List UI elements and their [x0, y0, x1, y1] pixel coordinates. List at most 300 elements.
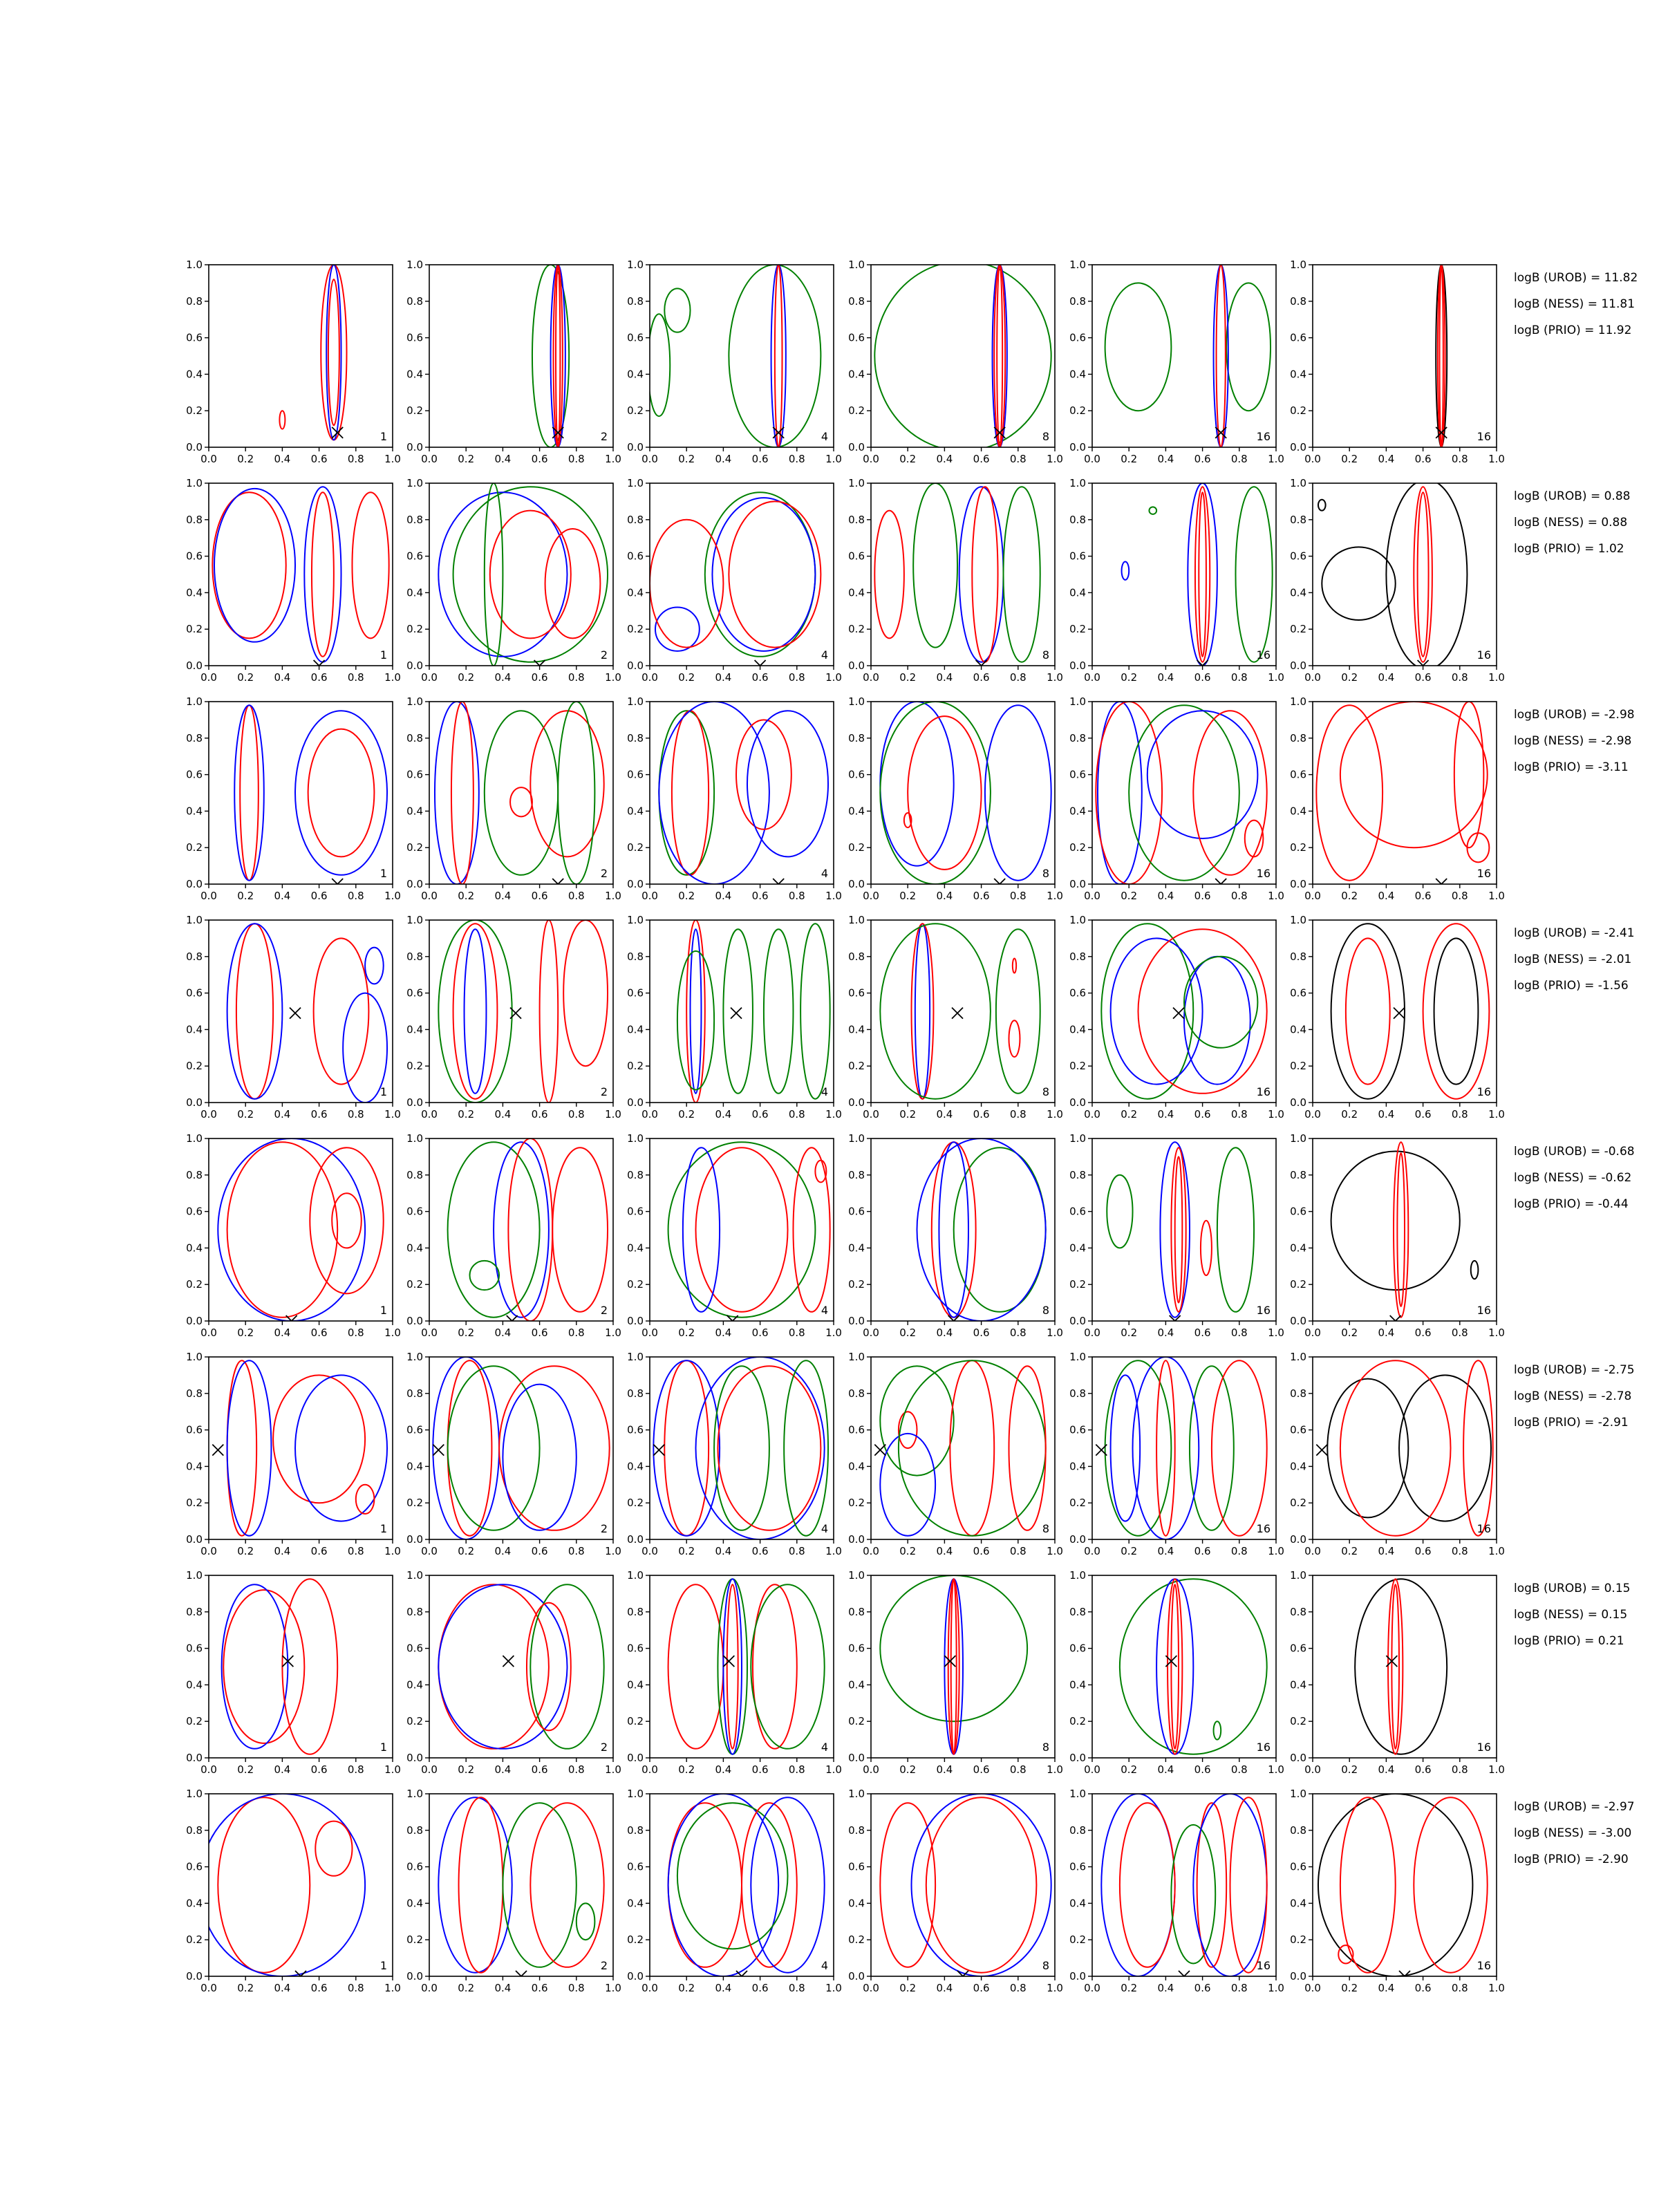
x-tick-label: 1.0 — [825, 671, 842, 684]
y-tick-label: 0.0 — [406, 1096, 423, 1109]
y-tick-label: 1.0 — [1290, 1132, 1306, 1145]
y-tick-label: 1.0 — [627, 695, 644, 708]
x-tick-label: 0.8 — [1009, 671, 1027, 684]
panel-label: 16 — [1477, 1959, 1491, 1972]
y-tick-label: 0.8 — [627, 1824, 644, 1837]
contour-line — [1471, 1261, 1479, 1279]
subplot-panel — [1290, 259, 1505, 465]
x-tick-label: 0.0 — [200, 1108, 217, 1121]
contour-line — [1318, 500, 1326, 511]
panel-label: 4 — [821, 648, 828, 662]
x-tick-label: 1.0 — [1488, 453, 1505, 465]
contour-group — [438, 1584, 603, 1749]
contour-group — [874, 483, 1040, 662]
y-tick-label: 0.8 — [1069, 1387, 1086, 1400]
contour-line — [672, 711, 709, 875]
x-tick-label: 0.6 — [1194, 890, 1211, 902]
y-tick-label: 0.2 — [186, 1060, 203, 1073]
contour-line — [352, 492, 388, 638]
y-tick-label: 0.4 — [406, 368, 423, 381]
contour-line — [1199, 492, 1206, 657]
x-tick-label: 1.0 — [605, 1545, 621, 1557]
y-tick-label: 0.8 — [186, 294, 203, 308]
x-tick-label: 1.0 — [1268, 1763, 1284, 1776]
x-tick-label: 0.4 — [1157, 1545, 1174, 1557]
contour-line — [686, 920, 705, 1103]
y-tick-label: 1.0 — [848, 1569, 865, 1582]
x-tick-label: 0.2 — [1121, 1982, 1138, 1994]
axes-frame — [429, 483, 613, 666]
x-tick-label: 0.8 — [1451, 453, 1468, 465]
x-tick-label: 0.0 — [1084, 1327, 1100, 1339]
y-tick-label: 0.6 — [1069, 1860, 1086, 1873]
y-tick-label: 1.0 — [627, 1132, 644, 1145]
x-tick-label: 0.0 — [641, 1108, 658, 1121]
subplot-panel — [1069, 1788, 1284, 1994]
x-tick-label: 1.0 — [825, 1108, 842, 1121]
subplot-panel — [1069, 1132, 1284, 1339]
x-tick-label: 0.8 — [347, 890, 364, 902]
x-tick-label: 0.0 — [200, 1545, 217, 1557]
x-tick-label: 0.0 — [863, 671, 879, 684]
x-tick-label: 0.4 — [1157, 453, 1174, 465]
contour-group — [1101, 1794, 1266, 1976]
axes-frame — [871, 483, 1055, 666]
contour-line — [899, 1412, 917, 1448]
y-tick-label: 0.2 — [186, 1497, 203, 1510]
contour-line — [1331, 924, 1405, 1098]
y-tick-label: 1.0 — [406, 1569, 423, 1582]
y-tick-label: 0.6 — [186, 1205, 203, 1218]
contour-group — [438, 483, 608, 666]
x-tick-label: 0.2 — [237, 1763, 254, 1776]
x-tick-label: 1.0 — [1047, 1108, 1063, 1121]
true-value-marker — [653, 1445, 664, 1456]
panel-label: 2 — [600, 648, 608, 662]
contour-line — [1463, 1360, 1493, 1535]
contour-group — [433, 1357, 609, 1539]
contour-group — [448, 1138, 608, 1321]
x-tick-label: 0.2 — [678, 1327, 695, 1339]
contour-line — [1316, 705, 1382, 880]
subplot-panel — [627, 259, 842, 465]
x-tick-label: 0.8 — [1009, 890, 1027, 902]
subplot-panel — [1069, 695, 1284, 902]
x-tick-label: 1.0 — [1488, 1108, 1505, 1121]
contour-group — [1107, 1142, 1254, 1317]
contour-line — [880, 924, 991, 1098]
y-tick-label: 0.4 — [1069, 586, 1086, 599]
y-tick-label: 0.8 — [186, 731, 203, 744]
contour-line — [1101, 924, 1193, 1098]
y-tick-label: 0.8 — [1290, 1168, 1306, 1181]
y-tick-label: 0.0 — [186, 659, 203, 672]
true-value-marker — [290, 1008, 301, 1019]
x-tick-label: 0.2 — [678, 1982, 695, 1994]
x-tick-label: 0.8 — [788, 1327, 805, 1339]
y-tick-label: 0.6 — [848, 1860, 865, 1873]
panel-label: 16 — [1256, 1741, 1271, 1754]
contour-line — [659, 711, 714, 875]
x-tick-label: 0.0 — [421, 453, 438, 465]
y-tick-label: 0.4 — [1069, 1897, 1086, 1910]
subplot-panel — [1290, 695, 1505, 902]
y-tick-label: 0.4 — [627, 1241, 644, 1255]
y-tick-label: 0.0 — [627, 1970, 644, 1983]
y-tick-label: 0.6 — [1069, 331, 1086, 344]
y-tick-label: 0.2 — [406, 623, 423, 636]
logb-annotation: logB (UROB) = -2.41 — [1514, 926, 1635, 940]
x-tick-label: 0.2 — [899, 1763, 917, 1776]
y-tick-label: 0.8 — [627, 1387, 644, 1400]
x-tick-label: 0.2 — [1341, 890, 1358, 902]
panel-label: 16 — [1477, 648, 1491, 662]
x-tick-label: 0.0 — [421, 671, 438, 684]
x-tick-label: 0.8 — [1451, 1982, 1468, 1994]
y-tick-label: 0.4 — [627, 1678, 644, 1691]
y-tick-label: 0.6 — [186, 1642, 203, 1655]
y-tick-label: 0.4 — [627, 805, 644, 818]
axes-frame — [650, 702, 834, 884]
panel-label: 8 — [1042, 867, 1049, 880]
contour-line — [1107, 1175, 1132, 1248]
panel-label: 1 — [379, 648, 387, 662]
contour-group — [880, 1794, 1051, 1976]
x-tick-label: 0.2 — [678, 671, 695, 684]
x-tick-label: 0.2 — [899, 671, 917, 684]
panel-label: 1 — [379, 867, 387, 880]
contour-line — [438, 1584, 549, 1749]
y-tick-label: 0.2 — [1069, 1278, 1086, 1291]
x-tick-label: 0.8 — [568, 1763, 585, 1776]
subplot-panel — [848, 1569, 1063, 1776]
subplot-panel — [186, 914, 401, 1121]
x-tick-label: 0.4 — [936, 1982, 953, 1994]
y-tick-label: 0.6 — [406, 1423, 423, 1436]
y-tick-label: 0.0 — [406, 441, 423, 453]
y-tick-label: 0.0 — [186, 1752, 203, 1764]
x-tick-label: 0.2 — [458, 1545, 475, 1557]
x-tick-label: 0.4 — [936, 1108, 953, 1121]
contour-line — [1440, 265, 1443, 447]
y-tick-label: 0.4 — [848, 1460, 865, 1473]
y-tick-label: 0.8 — [627, 731, 644, 744]
y-tick-label: 0.8 — [848, 294, 865, 308]
x-tick-label: 0.4 — [494, 1327, 512, 1339]
y-tick-label: 1.0 — [186, 1351, 203, 1363]
y-tick-label: 0.8 — [186, 1824, 203, 1837]
contour-line — [775, 265, 782, 447]
y-tick-label: 0.2 — [406, 1497, 423, 1510]
contour-group — [650, 492, 821, 657]
y-tick-label: 0.2 — [406, 1933, 423, 1947]
y-tick-label: 0.8 — [186, 1605, 203, 1618]
y-tick-label: 0.4 — [186, 1241, 203, 1255]
x-tick-label: 0.6 — [310, 453, 328, 465]
subplot-panel — [627, 1788, 842, 1994]
y-tick-label: 0.4 — [1290, 1023, 1306, 1036]
axes-frame — [871, 702, 1055, 884]
x-tick-label: 1.0 — [605, 1763, 621, 1776]
y-tick-label: 0.6 — [848, 768, 865, 781]
logb-annotation: logB (UROB) = 0.88 — [1514, 489, 1631, 503]
y-tick-label: 0.0 — [1069, 1096, 1086, 1109]
contour-group — [668, 1579, 825, 1754]
logb-annotation: logB (UROB) = 0.15 — [1514, 1582, 1631, 1595]
subplot-panel — [848, 695, 1063, 902]
panel-label: 2 — [600, 430, 608, 443]
x-tick-label: 0.6 — [973, 1763, 990, 1776]
x-tick-label: 0.4 — [936, 1545, 953, 1557]
contour-line — [913, 483, 957, 648]
x-tick-label: 0.4 — [494, 1763, 512, 1776]
contour-line — [793, 1147, 830, 1312]
subplot-panel — [848, 477, 1063, 684]
x-tick-label: 0.4 — [1378, 1545, 1395, 1557]
y-tick-label: 0.4 — [848, 805, 865, 818]
y-tick-label: 0.2 — [627, 1933, 644, 1947]
y-tick-label: 0.4 — [627, 1460, 644, 1473]
x-tick-label: 1.0 — [1047, 1982, 1063, 1994]
x-tick-label: 0.0 — [1084, 890, 1100, 902]
panel-label: 8 — [1042, 1741, 1049, 1754]
x-tick-label: 0.6 — [1414, 1763, 1432, 1776]
y-tick-label: 1.0 — [186, 1788, 203, 1800]
contour-line — [994, 265, 1005, 447]
y-tick-label: 1.0 — [627, 1788, 644, 1800]
y-tick-label: 1.0 — [406, 1788, 423, 1800]
contour-group — [227, 1360, 387, 1535]
y-tick-label: 0.8 — [1069, 950, 1086, 963]
x-tick-label: 1.0 — [1047, 1327, 1063, 1339]
contour-group — [438, 1797, 603, 1972]
y-tick-label: 0.8 — [186, 1168, 203, 1181]
x-tick-label: 0.0 — [421, 1108, 438, 1121]
x-tick-label: 0.6 — [1414, 1108, 1432, 1121]
y-tick-label: 1.0 — [627, 1351, 644, 1363]
y-tick-label: 0.0 — [186, 1315, 203, 1327]
true-value-marker — [503, 1656, 514, 1667]
x-tick-label: 0.8 — [568, 1982, 585, 1994]
y-tick-label: 0.2 — [406, 841, 423, 854]
x-tick-label: 1.0 — [384, 453, 401, 465]
x-tick-label: 1.0 — [605, 671, 621, 684]
x-tick-label: 0.8 — [1009, 1982, 1027, 1994]
x-tick-label: 0.6 — [531, 1327, 548, 1339]
x-tick-label: 0.6 — [751, 1108, 769, 1121]
contour-line — [1188, 483, 1217, 666]
y-tick-label: 0.6 — [1069, 550, 1086, 563]
x-tick-label: 0.8 — [1230, 890, 1248, 902]
contour-line — [1168, 1579, 1182, 1754]
y-tick-label: 0.0 — [1290, 1752, 1306, 1764]
x-tick-label: 1.0 — [825, 1763, 842, 1776]
logb-annotation: logB (UROB) = -2.97 — [1514, 1800, 1635, 1814]
x-tick-label: 1.0 — [1488, 1545, 1505, 1557]
x-tick-label: 0.6 — [1194, 1763, 1211, 1776]
axes-frame — [1092, 1138, 1276, 1321]
subplot-panel — [406, 695, 621, 902]
x-tick-label: 1.0 — [1488, 890, 1505, 902]
x-tick-label: 1.0 — [384, 1763, 401, 1776]
contour-line — [668, 1803, 742, 1967]
x-tick-label: 0.2 — [1121, 671, 1138, 684]
logb-annotation: logB (NESS) = -2.01 — [1514, 953, 1632, 966]
contour-line — [1391, 1584, 1399, 1749]
subplot-panel — [406, 1569, 621, 1776]
y-tick-label: 0.8 — [406, 294, 423, 308]
x-tick-label: 0.0 — [863, 1763, 879, 1776]
contour-group — [659, 702, 828, 884]
y-tick-label: 0.8 — [848, 950, 865, 963]
x-tick-label: 0.6 — [1194, 1108, 1211, 1121]
subplot-panel — [1069, 914, 1284, 1121]
subplot-panel — [406, 259, 621, 465]
logb-annotation: logB (NESS) = 11.81 — [1514, 297, 1635, 311]
y-tick-label: 0.8 — [406, 731, 423, 744]
y-tick-label: 0.6 — [1290, 768, 1306, 781]
contour-line — [655, 608, 700, 651]
contour-line — [273, 1375, 365, 1503]
y-tick-label: 1.0 — [1069, 1788, 1086, 1800]
y-tick-label: 0.2 — [186, 404, 203, 418]
y-tick-label: 0.4 — [406, 1023, 423, 1036]
contour-line — [908, 716, 981, 870]
y-tick-label: 0.4 — [1069, 1023, 1086, 1036]
y-tick-label: 0.2 — [1290, 623, 1306, 636]
y-tick-label: 0.8 — [406, 1824, 423, 1837]
y-tick-label: 0.6 — [1069, 768, 1086, 781]
contour-group — [1122, 483, 1273, 666]
panel-label: 1 — [379, 1959, 387, 1972]
x-tick-label: 0.6 — [973, 1545, 990, 1557]
x-tick-label: 0.4 — [1378, 1763, 1395, 1776]
contour-group — [1331, 1142, 1479, 1317]
contour-line — [880, 1575, 1027, 1721]
subplot-panel — [186, 1351, 401, 1557]
x-tick-label: 0.8 — [788, 1982, 805, 1994]
subplot-panel — [627, 1132, 842, 1339]
x-tick-label: 0.4 — [274, 1982, 291, 1994]
contour-group — [880, 702, 1051, 884]
y-tick-label: 0.8 — [848, 1824, 865, 1837]
y-tick-label: 0.4 — [186, 1897, 203, 1910]
contour-line — [880, 1366, 953, 1475]
x-tick-label: 0.0 — [863, 890, 879, 902]
contour-group — [648, 265, 821, 447]
y-tick-label: 1.0 — [627, 477, 644, 489]
contour-group — [668, 1794, 825, 1976]
y-tick-label: 1.0 — [848, 695, 865, 708]
axes-frame — [429, 920, 613, 1103]
x-tick-label: 0.6 — [531, 1982, 548, 1994]
x-tick-label: 0.2 — [899, 890, 917, 902]
panel-label: 2 — [600, 1085, 608, 1098]
x-tick-label: 0.6 — [1194, 671, 1211, 684]
contour-group — [1436, 265, 1447, 447]
subplot-panel — [1290, 1132, 1505, 1339]
y-tick-label: 0.0 — [1290, 659, 1306, 672]
y-tick-label: 0.2 — [848, 404, 865, 418]
x-tick-label: 0.0 — [200, 1982, 217, 1994]
contour-line — [729, 501, 821, 647]
x-tick-label: 1.0 — [825, 1982, 842, 1994]
y-tick-label: 0.6 — [848, 1423, 865, 1436]
contour-line — [1004, 487, 1040, 662]
subplot-panel — [1290, 477, 1505, 684]
contour-line — [1394, 1142, 1408, 1317]
axes-frame — [1092, 265, 1276, 447]
panel-label: 16 — [1477, 430, 1491, 443]
panel-label: 8 — [1042, 430, 1049, 443]
contour-group — [435, 702, 604, 884]
x-tick-label: 1.0 — [1488, 671, 1505, 684]
x-tick-label: 0.8 — [568, 453, 585, 465]
y-tick-label: 0.8 — [1290, 1605, 1306, 1618]
contour-line — [200, 1794, 365, 1976]
contour-line — [696, 1147, 788, 1312]
x-tick-label: 0.4 — [1378, 1327, 1395, 1339]
subplot-panel — [1069, 259, 1284, 465]
contour-line — [214, 489, 295, 642]
panel-label: 2 — [600, 1741, 608, 1754]
x-tick-label: 1.0 — [1268, 1982, 1284, 1994]
y-tick-label: 0.4 — [848, 586, 865, 599]
x-tick-label: 0.6 — [310, 1763, 328, 1776]
x-tick-label: 0.4 — [274, 890, 291, 902]
y-tick-label: 1.0 — [406, 259, 423, 271]
y-tick-label: 0.4 — [848, 1678, 865, 1691]
x-tick-label: 1.0 — [605, 1982, 621, 1994]
x-tick-label: 0.2 — [458, 1327, 475, 1339]
x-tick-label: 1.0 — [1268, 890, 1284, 902]
contour-group — [1105, 265, 1271, 447]
contour-line — [540, 920, 559, 1103]
subplot-panel — [186, 259, 401, 465]
panel-label: 16 — [1256, 1085, 1271, 1098]
contour-line — [1434, 938, 1479, 1084]
x-tick-label: 0.4 — [274, 1327, 291, 1339]
y-tick-label: 0.0 — [1290, 1315, 1306, 1327]
x-tick-label: 1.0 — [605, 890, 621, 902]
contour-line — [874, 511, 904, 639]
x-tick-label: 0.6 — [1414, 1327, 1432, 1339]
x-tick-label: 0.2 — [678, 890, 695, 902]
y-tick-label: 1.0 — [1069, 477, 1086, 489]
y-tick-label: 0.8 — [1069, 731, 1086, 744]
logb-annotation: logB (PRIO) = -3.11 — [1514, 760, 1629, 774]
y-tick-label: 0.4 — [186, 368, 203, 381]
contour-line — [312, 492, 334, 657]
contour-group — [227, 924, 387, 1103]
contour-line — [314, 938, 369, 1084]
x-tick-label: 0.4 — [715, 1327, 732, 1339]
y-tick-label: 0.0 — [1069, 878, 1086, 890]
x-tick-label: 0.0 — [200, 671, 217, 684]
subplot-panel — [848, 1788, 1063, 1994]
y-tick-label: 0.6 — [1290, 1860, 1306, 1873]
x-tick-label: 0.2 — [1121, 1763, 1138, 1776]
x-tick-label: 0.6 — [310, 1108, 328, 1121]
x-tick-label: 0.2 — [458, 453, 475, 465]
y-tick-label: 0.0 — [406, 1315, 423, 1327]
panel-label: 1 — [379, 1304, 387, 1317]
panel-label: 2 — [600, 1959, 608, 1972]
contour-line — [556, 265, 560, 447]
x-tick-label: 1.0 — [384, 890, 401, 902]
y-tick-label: 0.4 — [627, 1023, 644, 1036]
y-tick-label: 0.2 — [1290, 1060, 1306, 1073]
